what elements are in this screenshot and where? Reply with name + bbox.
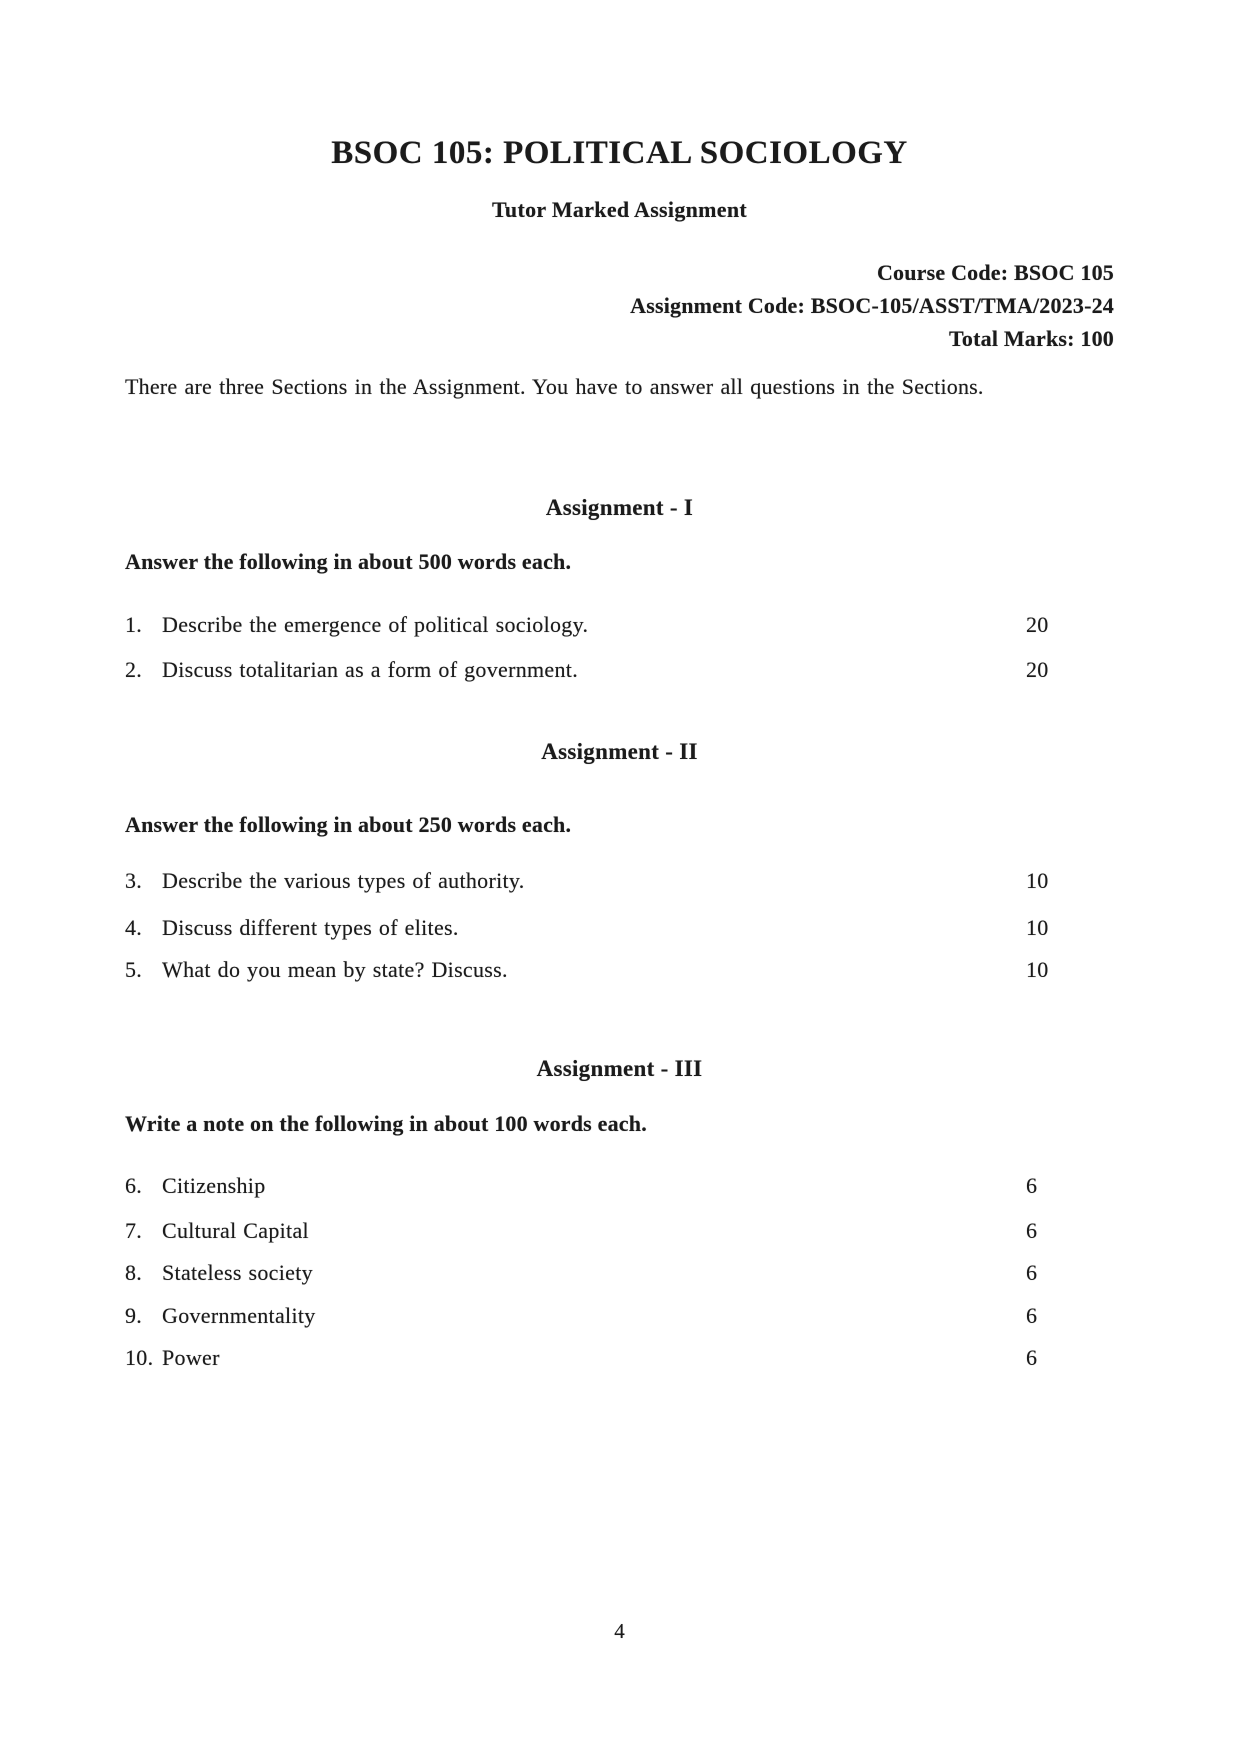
question-marks: 6 — [1026, 1303, 1038, 1328]
question-number: 2. — [125, 657, 143, 682]
section-2-heading: Assignment - II — [541, 739, 698, 764]
question-text: Cultural Capital — [162, 1218, 309, 1243]
question-row-4 — [125, 914, 1114, 941]
question-row-3 — [125, 867, 1114, 894]
section-1-instruction: Answer the following in about 500 words each. — [125, 549, 572, 574]
question-row-9 — [125, 1302, 1114, 1329]
question-number: 6. — [125, 1173, 143, 1198]
question-number: 1. — [125, 612, 143, 637]
section-3-heading: Assignment - III — [536, 1056, 703, 1081]
question-row-7 — [125, 1217, 1114, 1244]
section-2-instruction: Answer the following in about 250 words each. — [125, 812, 572, 837]
question-text: Describe the various types of authority. — [162, 868, 525, 893]
question-text: Stateless society — [162, 1260, 313, 1285]
intro-paragraph: There are three Sections in the Assignment. You have to answer all questions in the Sections. — [125, 374, 984, 399]
question-row-2 — [125, 656, 1114, 683]
question-text: Governmentality — [162, 1303, 316, 1328]
question-row-5 — [125, 956, 1114, 983]
question-number: 9. — [125, 1303, 143, 1328]
question-marks: 6 — [1026, 1345, 1038, 1370]
section-3-instruction: Write a note on the following in about 100 words each. — [125, 1111, 647, 1136]
question-marks: 20 — [1026, 657, 1049, 682]
document-content — [125, 0, 1114, 1755]
question-marks: 6 — [1026, 1260, 1038, 1285]
course-code-line: Course Code: BSOC 105 — [876, 260, 1114, 285]
question-marks: 6 — [1026, 1173, 1038, 1198]
assignment-code-line: Assignment Code: BSOC-105/ASST/TMA/2023-24 — [630, 293, 1114, 318]
document-subtitle: Tutor Marked Assignment — [491, 197, 748, 222]
question-number: 4. — [125, 915, 143, 940]
question-number: 7. — [125, 1218, 143, 1243]
question-text: What do you mean by state? Discuss. — [162, 957, 508, 982]
question-text: Power — [162, 1345, 220, 1370]
question-text: Citizenship — [162, 1173, 266, 1198]
question-number: 8. — [125, 1260, 143, 1285]
question-marks: 10 — [1026, 868, 1049, 893]
page-number: 4 — [614, 1619, 625, 1643]
question-text: Describe the emergence of political sociology. — [162, 612, 589, 637]
question-number: 10. — [125, 1345, 154, 1370]
question-row-1 — [125, 611, 1114, 638]
section-1-heading: Assignment - I — [545, 495, 694, 520]
question-number: 3. — [125, 868, 143, 893]
question-marks: 10 — [1026, 957, 1049, 982]
question-text: Discuss totalitarian as a form of government. — [162, 657, 579, 682]
question-row-6 — [125, 1172, 1114, 1199]
question-marks: 20 — [1026, 612, 1049, 637]
document-title: BSOC 105: POLITICAL SOCIOLOGY — [331, 135, 908, 171]
question-marks: 6 — [1026, 1218, 1038, 1243]
codes-block — [125, 256, 1114, 355]
question-number: 5. — [125, 957, 143, 982]
question-row-10 — [125, 1344, 1114, 1371]
question-marks: 10 — [1026, 915, 1049, 940]
question-text: Discuss different types of elites. — [162, 915, 459, 940]
total-marks-line: Total Marks: 100 — [949, 326, 1114, 351]
question-row-8 — [125, 1259, 1114, 1286]
